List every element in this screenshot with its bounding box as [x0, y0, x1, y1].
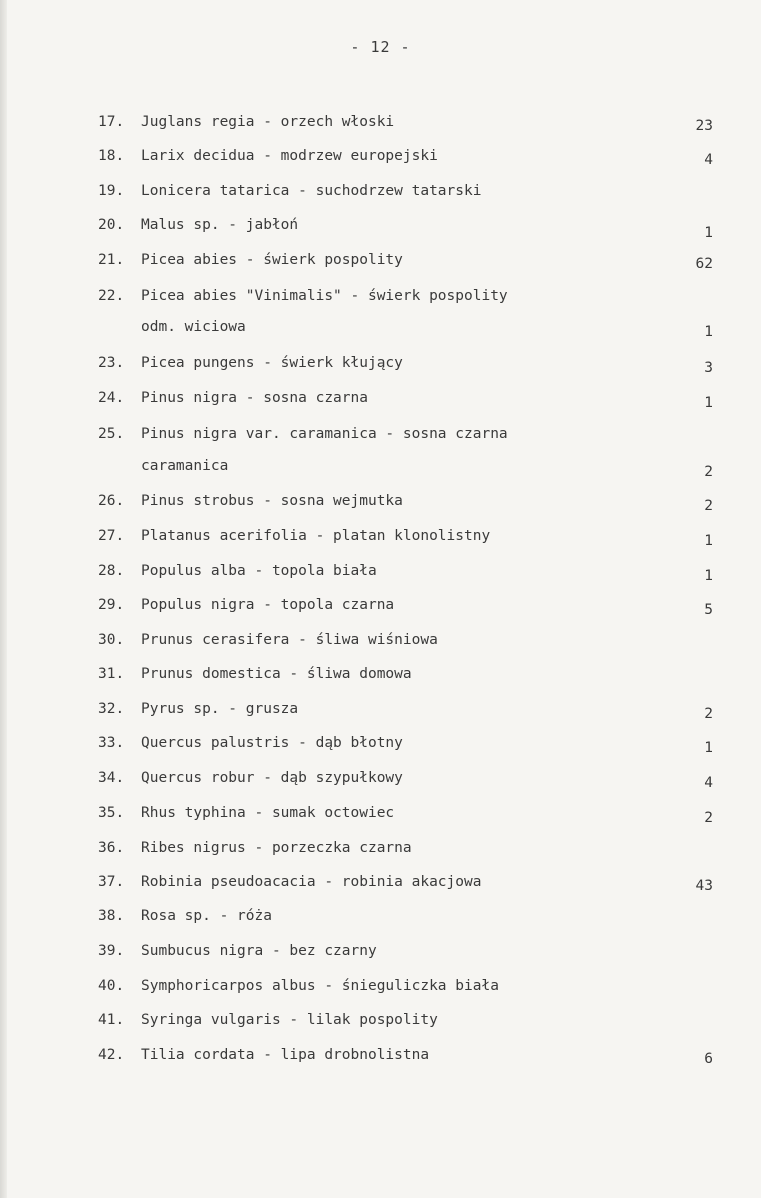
item-quantity: 4 [704, 775, 713, 791]
list-item [98, 111, 713, 133]
item-number: 42. [98, 1047, 125, 1063]
list-item [98, 629, 713, 651]
item-continuation: caramanica [141, 458, 229, 474]
item-text: Tilia cordata - lipa drobnolistna [141, 1047, 430, 1063]
list-item [98, 698, 713, 720]
item-quantity: 2 [704, 810, 713, 826]
item-text: Prunus domestica - śliwa domowa [141, 666, 412, 682]
item-number: 39. [98, 943, 125, 959]
item-number: 24. [98, 390, 125, 406]
list-item [98, 1009, 713, 1031]
item-number: 22. [98, 288, 125, 304]
item-quantity: 2 [704, 464, 713, 480]
list-item [98, 352, 713, 374]
item-quantity: 1 [704, 324, 713, 340]
item-text: Symphoricarpos albus - śnieguliczka biała [141, 978, 499, 994]
list-item [98, 767, 713, 789]
item-text: Populus nigra - topola czarna [141, 597, 395, 613]
item-text: Syringa vulgaris - lilak pospolity [141, 1012, 438, 1028]
item-number: 40. [98, 978, 125, 994]
list-item [98, 145, 713, 167]
list-item [98, 387, 713, 409]
list-item [98, 180, 713, 202]
item-text: Rhus typhina - sumak octowiec [141, 805, 395, 821]
item-text: Rosa sp. - róża [141, 908, 272, 924]
item-number: 33. [98, 735, 125, 751]
item-text: Quercus robur - dąb szypułkowy [141, 770, 403, 786]
list-item [98, 490, 713, 512]
item-quantity: 1 [704, 533, 713, 549]
item-number: 30. [98, 632, 125, 648]
item-quantity: 1 [704, 225, 713, 241]
item-text: Malus sp. - jabłoń [141, 217, 299, 233]
page-edge [0, 0, 7, 1198]
item-number: 41. [98, 1012, 125, 1028]
item-text: Robinia pseudoacacia - robinia akacjowa [141, 874, 482, 890]
item-number: 36. [98, 840, 125, 856]
item-text: Platanus acerifolia - platan klonolistny [141, 528, 491, 544]
item-text: Picea pungens - świerk kłujący [141, 355, 403, 371]
item-text: Prunus cerasifera - śliwa wiśniowa [141, 632, 438, 648]
item-quantity: 1 [704, 740, 713, 756]
list-item [98, 249, 713, 271]
item-number: 21. [98, 252, 125, 268]
list-item [98, 905, 713, 927]
item-quantity: 1 [704, 395, 713, 411]
list-item [98, 663, 713, 685]
item-text: Pyrus sp. - grusza [141, 701, 299, 717]
item-number: 31. [98, 666, 125, 682]
item-number: 20. [98, 217, 125, 233]
item-quantity: 2 [704, 706, 713, 722]
item-quantity: 4 [704, 152, 713, 168]
item-number: 19. [98, 183, 125, 199]
item-number: 26. [98, 493, 125, 509]
item-number: 34. [98, 770, 125, 786]
item-quantity: 2 [704, 498, 713, 514]
item-quantity: 6 [704, 1051, 713, 1067]
list-item [98, 732, 713, 754]
item-number: 25. [98, 426, 125, 442]
item-number: 17. [98, 114, 125, 130]
item-number: 38. [98, 908, 125, 924]
item-quantity: 43 [695, 878, 713, 894]
item-text: Sumbucus nigra - bez czarny [141, 943, 377, 959]
item-text: Pinus nigra - sosna czarna [141, 390, 368, 406]
item-quantity: 1 [704, 568, 713, 584]
item-number: 35. [98, 805, 125, 821]
item-continuation: odm. wiciowa [141, 319, 246, 335]
list-item [98, 975, 713, 997]
item-text: Populus alba - topola biała [141, 563, 377, 579]
list-item [98, 423, 713, 480]
item-text: Pinus strobus - sosna wejmutka [141, 493, 403, 509]
item-quantity: 23 [695, 118, 713, 134]
item-number: 27. [98, 528, 125, 544]
item-text: Pinus nigra var. caramanica - sosna czarna [141, 426, 508, 442]
page-number: - 12 - [350, 38, 411, 56]
list-item [98, 871, 713, 893]
item-text: Picea abies "Vinimalis" - świerk pospolity [141, 288, 508, 304]
item-text: Lonicera tatarica - suchodrzew tatarski [141, 183, 482, 199]
item-quantity: 5 [704, 602, 713, 618]
item-text: Ribes nigrus - porzeczka czarna [141, 840, 412, 856]
item-text: Quercus palustris - dąb błotny [141, 735, 403, 751]
item-number: 23. [98, 355, 125, 371]
item-number: 29. [98, 597, 125, 613]
list-item [98, 940, 713, 962]
item-text: Larix decidua - modrzew europejski [141, 148, 438, 164]
item-number: 28. [98, 563, 125, 579]
list-item [98, 1044, 713, 1066]
item-number: 37. [98, 874, 125, 890]
list-item [98, 560, 713, 582]
item-quantity: 62 [695, 256, 713, 272]
item-number: 18. [98, 148, 125, 164]
list-item [98, 214, 713, 241]
item-text: Juglans regia - orzech włoski [141, 114, 395, 130]
item-number: 32. [98, 701, 125, 717]
list-item [98, 525, 713, 547]
item-quantity: 3 [704, 360, 713, 376]
item-text: Picea abies - świerk pospolity [141, 252, 403, 268]
list-item [98, 837, 713, 859]
list-item [98, 594, 713, 616]
list-item [98, 802, 713, 824]
